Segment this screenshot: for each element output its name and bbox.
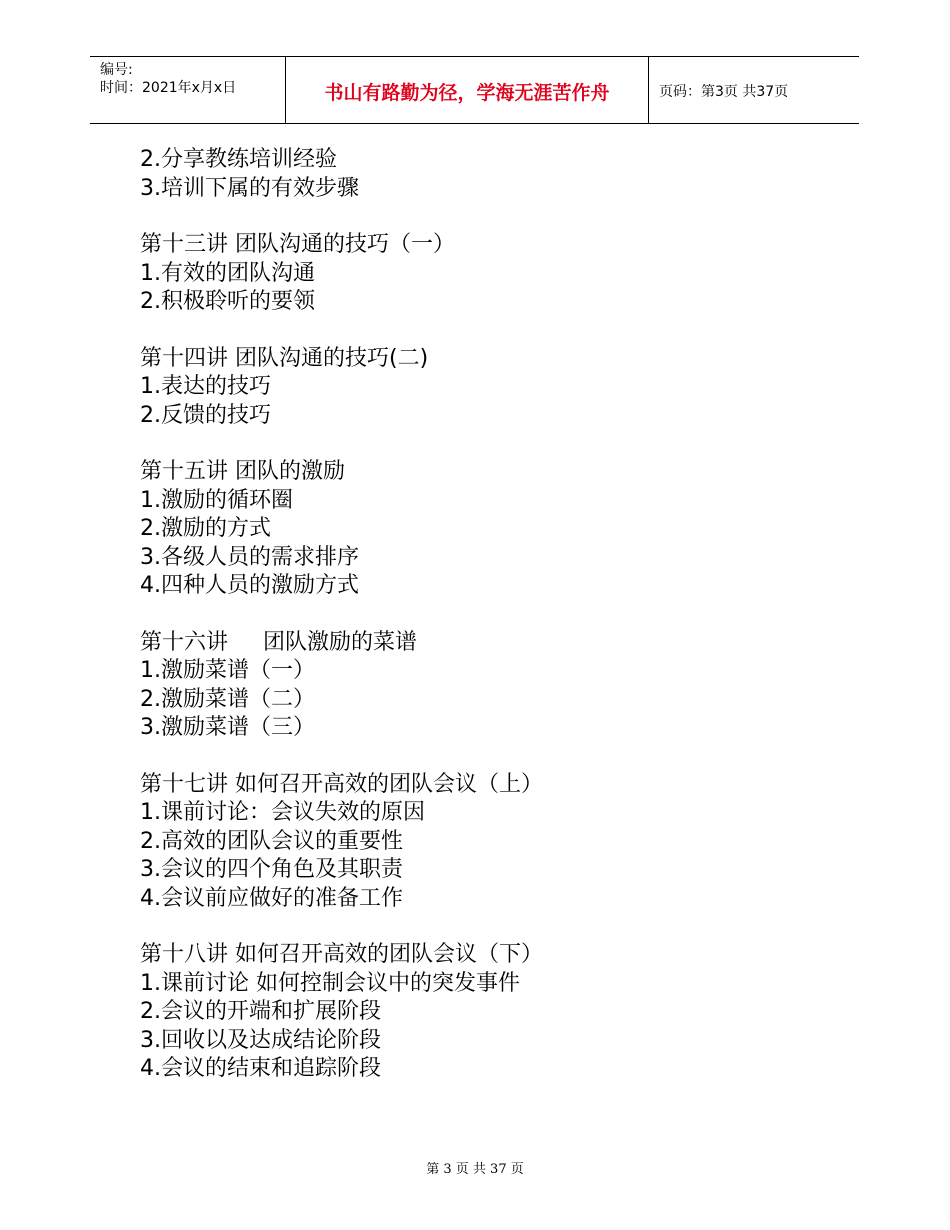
list-item: 3.激励菜谱（三） <box>140 715 315 740</box>
list-item: 2.积极聆听的要领 <box>140 289 315 314</box>
document-number-label: 编号: <box>100 62 133 78</box>
lecture-title: 第十八讲 如何召开高效的团队会议（下） <box>140 942 543 967</box>
page-header <box>90 56 859 124</box>
document-date-label: 时间：2021年x月x日 <box>100 80 237 96</box>
header-motto-cell <box>286 57 649 123</box>
lecture-title: 第十四讲 团队沟通的技巧(二) <box>140 345 429 371</box>
list-item: 4.会议前应做好的准备工作 <box>140 885 403 911</box>
list-item: 4.四种人员的激励方式 <box>140 573 359 598</box>
list-item: 2.高效的团队会议的重要性 <box>140 828 403 854</box>
section-spacer <box>140 601 840 629</box>
page-footer: 第 3 页 共 37 页 <box>426 1162 524 1177</box>
list-item: 2.反馈的技巧 <box>140 402 271 428</box>
section-spacer <box>140 743 840 771</box>
header-motto: 书山有路勤为径，学海无涯苦作舟 <box>324 82 610 104</box>
section-spacer <box>140 913 840 941</box>
lecture-title: 第十三讲 团队沟通的技巧（一） <box>140 232 455 257</box>
section-spacer <box>140 430 840 458</box>
list-item: 1.课前讨论 如何控制会议中的突发事件 <box>140 970 520 996</box>
header-page-cell <box>649 57 859 123</box>
header-meta <box>90 57 286 123</box>
list-item: 1.课前讨论：会议失效的原因 <box>140 800 425 825</box>
list-item: 1.激励菜谱（一） <box>140 658 315 683</box>
section-spacer <box>140 317 840 345</box>
list-item: 3.回收以及达成结论阶段 <box>140 1027 381 1053</box>
list-item: 3.各级人员的需求排序 <box>140 544 359 570</box>
list-item: 3.会议的四个角色及其职责 <box>140 857 403 882</box>
list-item: 1.有效的团队沟通 <box>140 260 315 286</box>
list-item: 2.会议的开端和扩展阶段 <box>140 999 381 1024</box>
header-page-info: 页码：第3页 共37页 <box>659 84 789 100</box>
section-spacer <box>140 203 840 231</box>
list-item: 1.激励的循环圈 <box>140 487 293 513</box>
list-item: 2.分享教练培训经验 <box>140 147 337 172</box>
lecture-title: 第十六讲 团队激励的菜谱 <box>140 629 417 655</box>
document-body <box>140 146 840 1084</box>
list-item: 3.培训下属的有效步骤 <box>140 175 359 201</box>
list-item: 2.激励菜谱（二） <box>140 686 315 712</box>
list-item: 4.会议的结束和追踪阶段 <box>140 1056 381 1081</box>
list-item: 2.激励的方式 <box>140 516 271 541</box>
lecture-title: 第十五讲 团队的激励 <box>140 459 345 484</box>
lecture-title: 第十七讲 如何召开高效的团队会议（上） <box>140 771 543 797</box>
list-item: 1.表达的技巧 <box>140 374 271 399</box>
